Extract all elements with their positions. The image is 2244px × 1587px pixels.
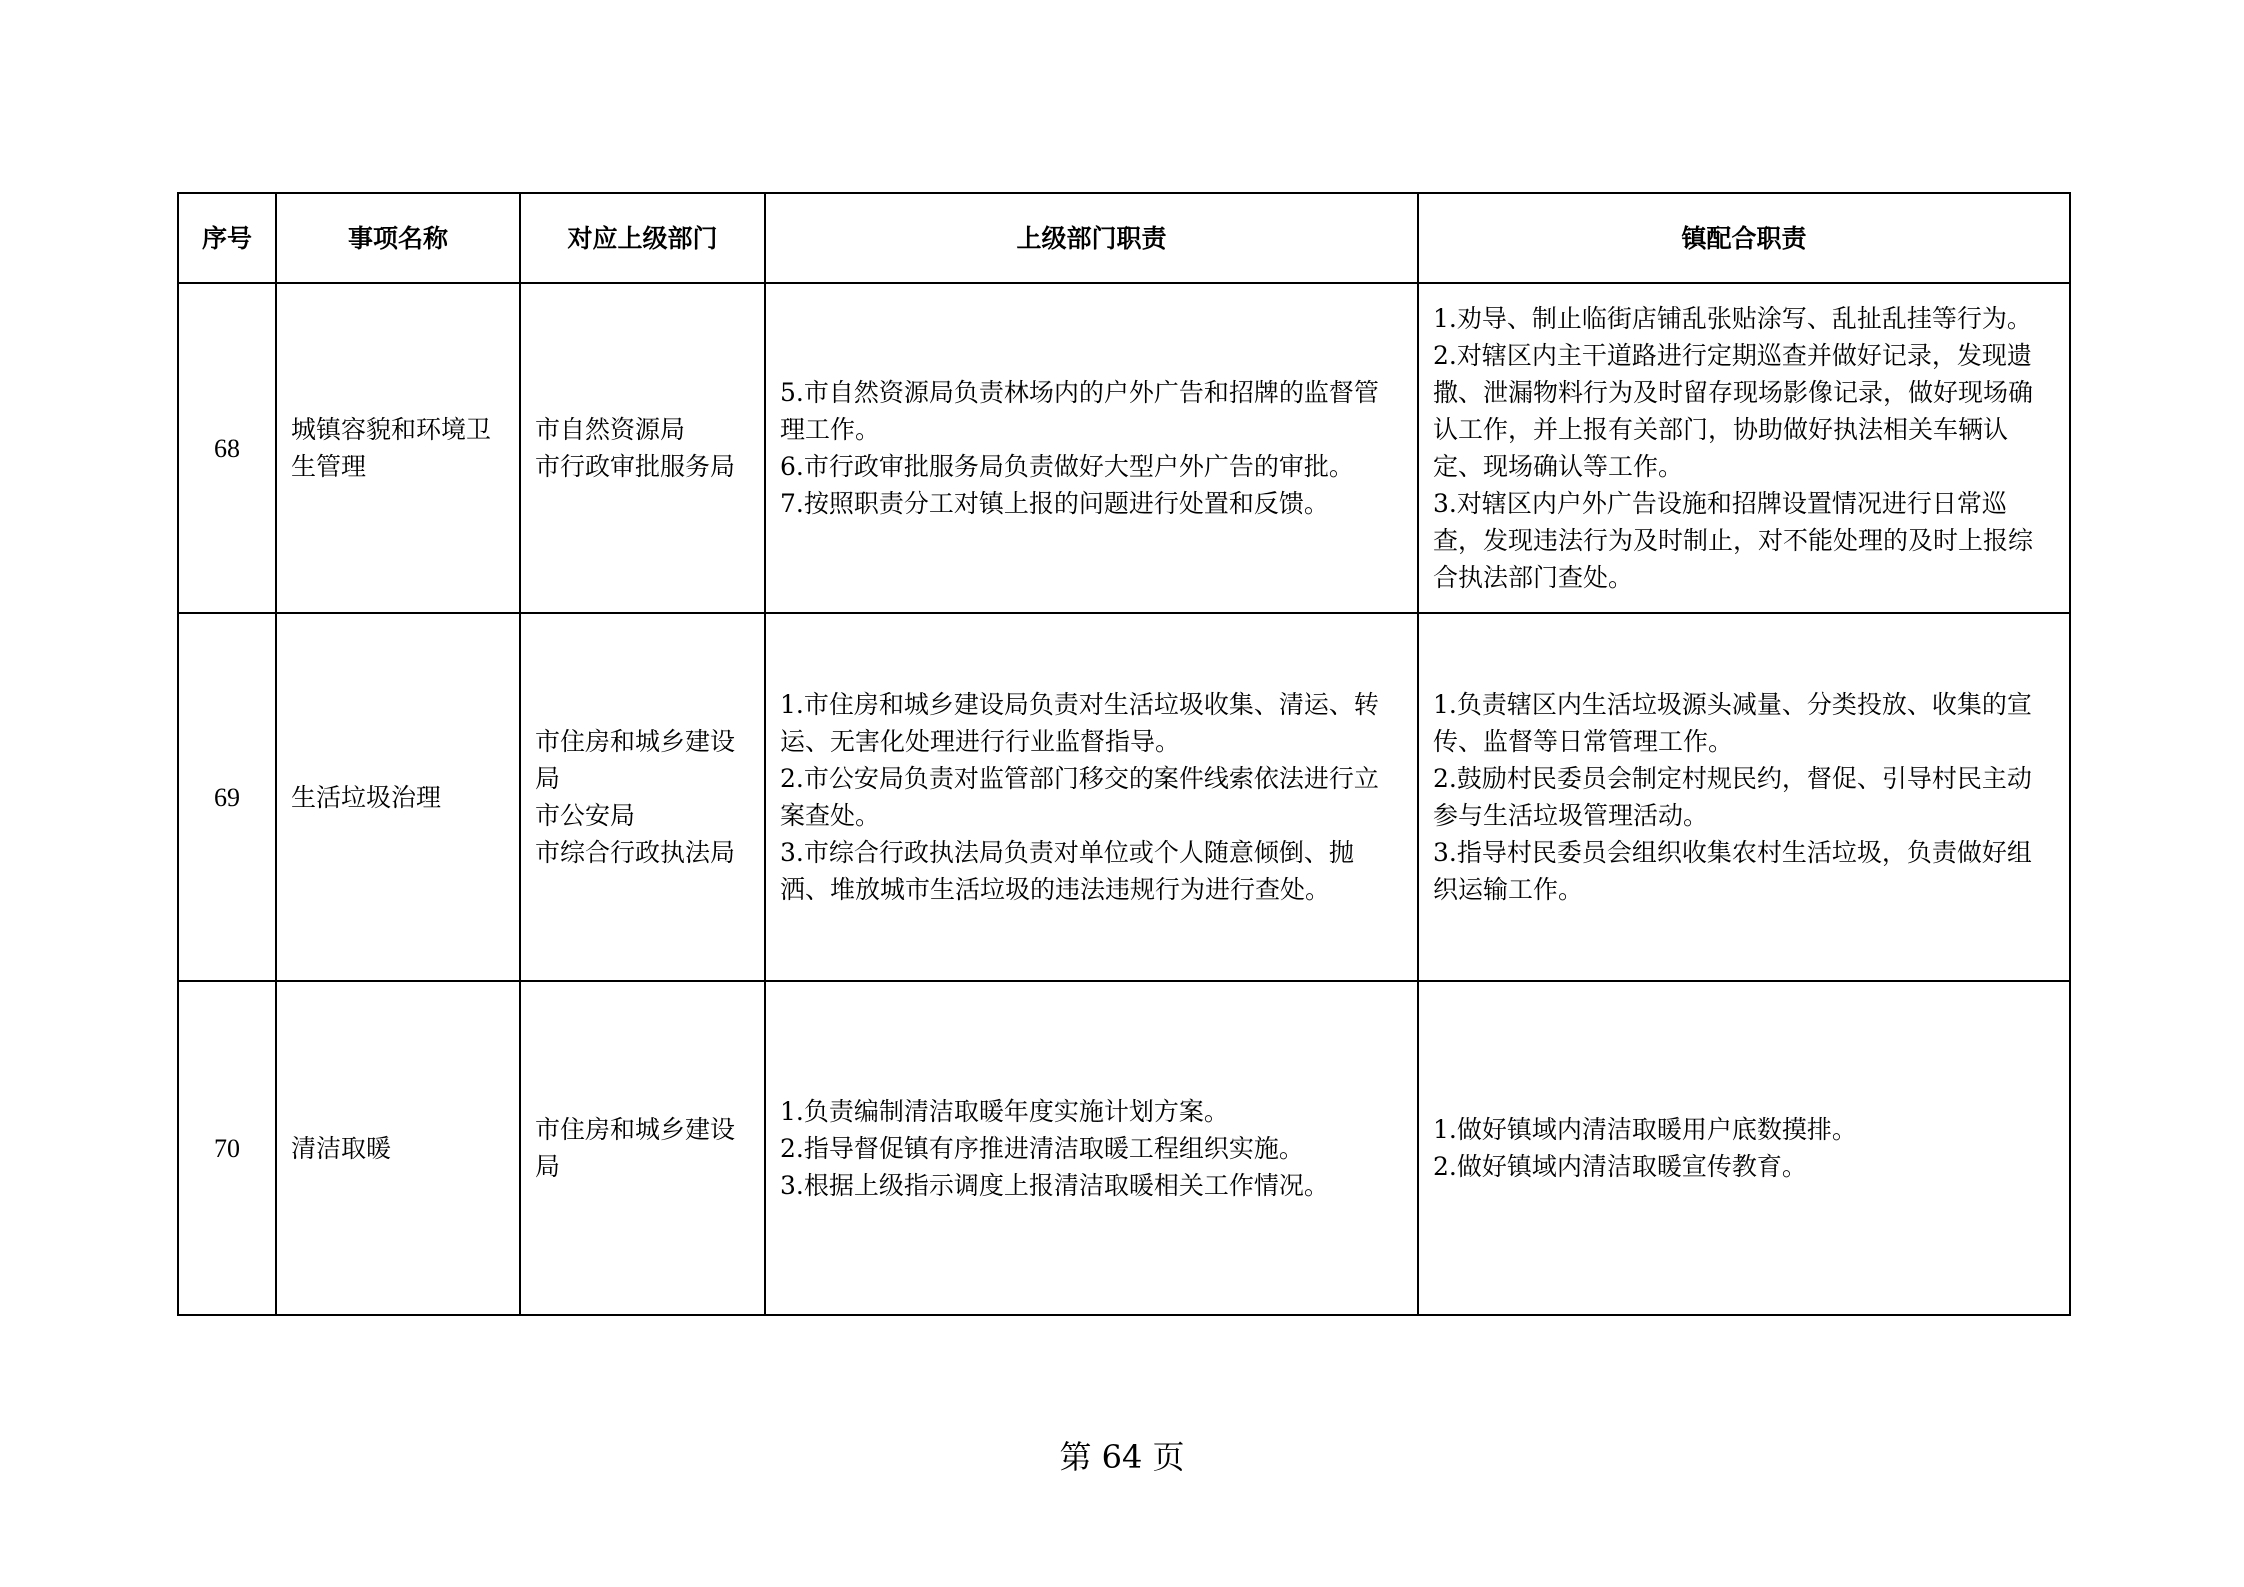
row-number: 70 bbox=[178, 981, 276, 1315]
header-item-name: 事项名称 bbox=[276, 193, 520, 283]
upper-dept bbox=[520, 283, 765, 613]
duty-table bbox=[177, 192, 2071, 1316]
header-no: 序号 bbox=[178, 193, 276, 283]
duty-line: 3.指导村民委员会组织收集农村生活垃圾，负责做好组织运输工作。 bbox=[1433, 838, 2032, 904]
header-row bbox=[178, 193, 2070, 283]
duty-line: 2.鼓励村民委员会制定村规民约，督促、引导村民主动参与生活垃圾管理活动。 bbox=[1433, 764, 2032, 830]
row-number: 69 bbox=[178, 613, 276, 981]
duty-line: 1.市住房和城乡建设局负责对生活垃圾收集、清运、转运、无害化处理进行行业监督指导。 bbox=[780, 690, 1379, 756]
duty-line: 1.负责辖区内生活垃圾源头减量、分类投放、收集的宣传、监督等日常管理工作。 bbox=[1433, 690, 2032, 756]
duty-line: 7.按照职责分工对镇上报的问题进行处置和反馈。 bbox=[780, 489, 1329, 518]
page-number: 第 64 页 bbox=[1059, 1438, 1185, 1476]
dept-line: 市住房和城乡建设局 bbox=[535, 1115, 736, 1181]
table-row bbox=[178, 613, 2070, 981]
duty-line: 2.对辖区内主干道路进行定期巡查并做好记录，发现遗撒、泄漏物料行为及时留存现场影像记录，做好现场确认工作，并上报有关部门，协助做好执法相关车辆认定、现场确认等工作。 bbox=[1433, 341, 2034, 481]
dept-line: 市自然资源局 bbox=[535, 415, 686, 444]
upper-duty bbox=[765, 981, 1418, 1315]
dept-line: 市综合行政执法局 bbox=[535, 838, 736, 867]
duty-line: 6.市行政审批服务局负责做好大型户外广告的审批。 bbox=[780, 452, 1354, 481]
town-duty bbox=[1418, 283, 2070, 613]
duty-line: 3.根据上级指示调度上报清洁取暖相关工作情况。 bbox=[780, 1170, 1329, 1200]
header-upper-dept: 对应上级部门 bbox=[520, 193, 765, 283]
duty-table-container bbox=[177, 192, 2069, 1316]
duty-line: 3.对辖区内户外广告设施和招牌设置情况进行日常巡查，发现违法行为及时制止，对不能处理的及时上报综合执法部门查处。 bbox=[1433, 489, 2034, 592]
dept-line: 市住房和城乡建设局 bbox=[535, 727, 736, 793]
upper-duty bbox=[765, 613, 1418, 981]
item-name: 城镇容貌和环境卫生管理 bbox=[276, 283, 520, 613]
duty-line: 2.市公安局负责对监管部门移交的案件线索依法进行立案查处。 bbox=[780, 764, 1379, 830]
town-duty bbox=[1418, 613, 2070, 981]
duty-line: 2.做好镇域内清洁取暖宣传教育。 bbox=[1433, 1152, 1807, 1181]
dept-line: 市公安局 bbox=[535, 801, 636, 830]
duty-line: 3.市综合行政执法局负责对单位或个人随意倾倒、抛洒、堆放城市生活垃圾的违法违规行为进行查处。 bbox=[780, 838, 1354, 904]
duty-line: 1.负责编制清洁取暖年度实施计划方案。 bbox=[780, 1096, 1229, 1126]
duty-line: 1.做好镇域内清洁取暖用户底数摸排。 bbox=[1433, 1115, 1857, 1144]
duty-line: 1.劝导、制止临街店铺乱张贴涂写、乱扯乱挂等行为。 bbox=[1433, 304, 2032, 333]
town-duty bbox=[1418, 981, 2070, 1315]
table-row bbox=[178, 981, 2070, 1315]
upper-dept bbox=[520, 613, 765, 981]
duty-line: 5.市自然资源局负责林场内的户外广告和招牌的监督管理工作。 bbox=[780, 378, 1379, 444]
header-upper-duty: 上级部门职责 bbox=[765, 193, 1418, 283]
upper-dept bbox=[520, 981, 765, 1315]
dept-line: 市行政审批服务局 bbox=[535, 452, 736, 481]
item-name: 清洁取暖 bbox=[276, 981, 520, 1315]
item-name: 生活垃圾治理 bbox=[276, 613, 520, 981]
header-town-duty: 镇配合职责 bbox=[1418, 193, 2070, 283]
upper-duty bbox=[765, 283, 1418, 613]
duty-line: 2.指导督促镇有序推进清洁取暖工程组织实施。 bbox=[780, 1133, 1304, 1163]
table-row bbox=[178, 283, 2070, 613]
row-number: 68 bbox=[178, 283, 276, 613]
